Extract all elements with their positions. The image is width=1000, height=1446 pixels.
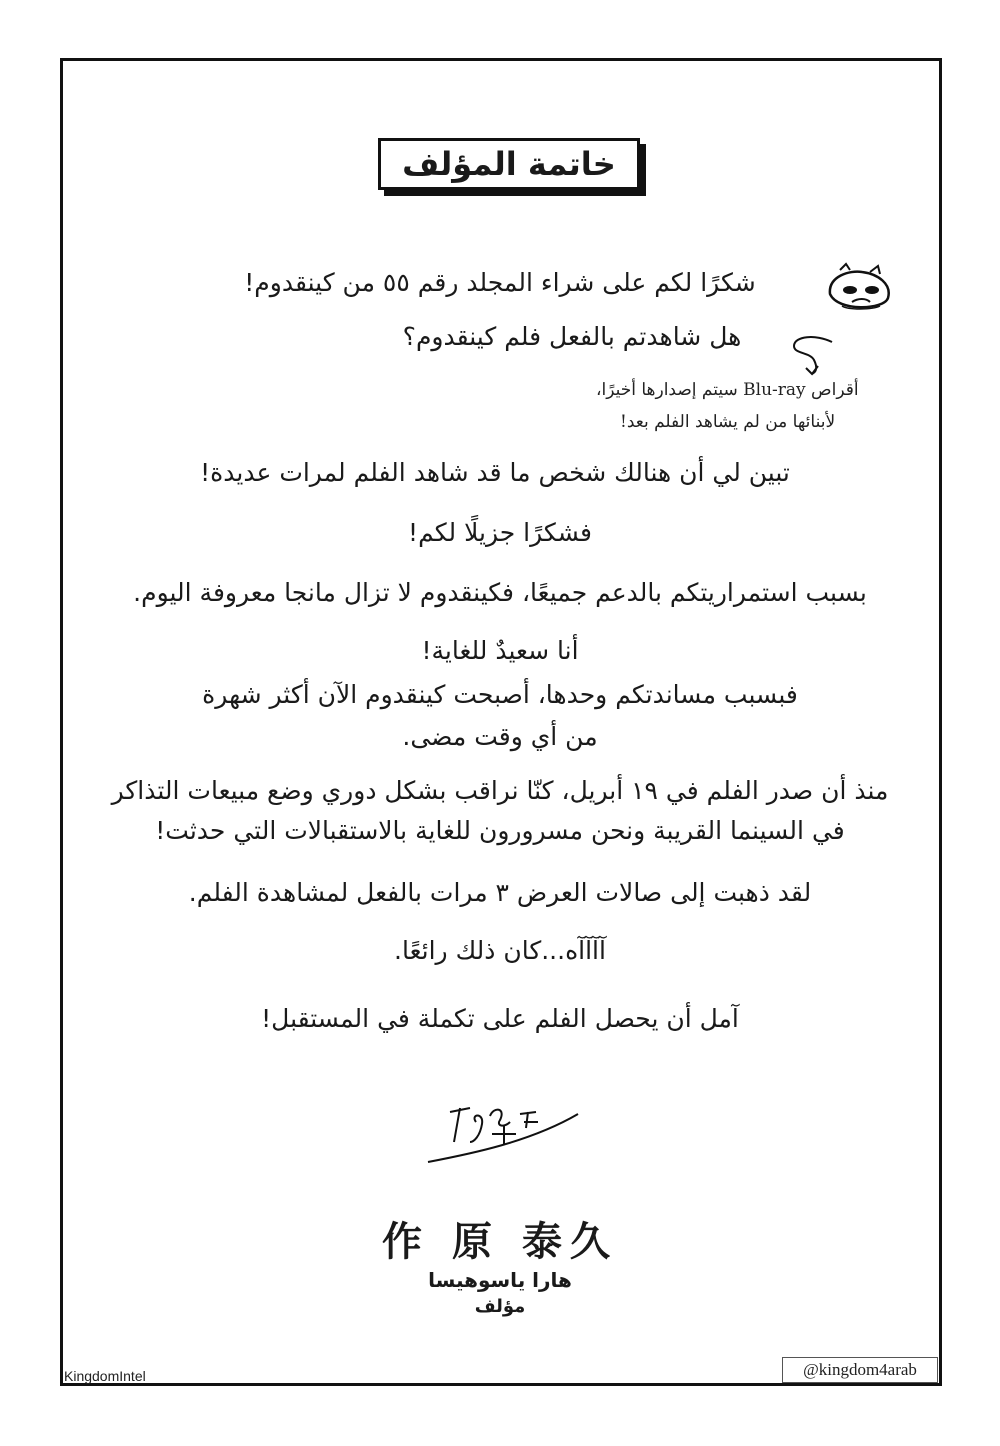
support-text: بسبب استمراريتكم بالدعم جميعًا، فكينقدوم لا تزال مانجا معروفة اليوم.: [133, 578, 867, 607]
page-title: خاتمة المؤلف: [378, 138, 640, 190]
watched-question-text: هل شاهدتم بالفعل فلم كينقدوم؟: [402, 322, 742, 351]
happy-text: أنا سعيدٌ للغاية!: [421, 636, 579, 665]
bluray-note-line2: لأبنائها من لم يشاهد الفلم بعد!: [620, 412, 836, 432]
kanji-surname: 作: [382, 1219, 431, 1265]
watched-many-text: تبين لي أن هنالك شخص ما قد شاهد الفلم لمرات عديدة!: [200, 458, 790, 487]
thanks-much-text: فشكرًا جزيلًا لكم!: [408, 518, 592, 547]
author-role: مؤلف: [474, 1296, 526, 1317]
release-text-1: منذ أن صدر الفلم في ١٩ أبريل، كنّا نراقب بشكل دوري وضع مبيعات التذاكر: [111, 776, 889, 805]
famous-text-2: من أي وقت مضى.: [402, 722, 598, 751]
mascot-face-icon: [822, 258, 896, 314]
kanji-given: 原 泰久: [452, 1219, 618, 1265]
went-cinema-text: لقد ذهبت إلى صالات العرض ٣ مرات بالفعل لمشاهدة الفلم.: [188, 878, 812, 907]
thanks-volume-text: شكرًا لكم على شراء المجلد رقم ٥٥ من كينقدوم!: [244, 268, 756, 297]
curved-arrow-icon: [776, 332, 836, 376]
credit-kingdom4arab: @kingdom4arab: [782, 1357, 938, 1383]
author-name-kanji: [380, 1210, 620, 1267]
amazing-text: آآآآه...كان ذلك رائعًا.: [394, 936, 606, 965]
release-text-2: في السينما القريبة ونحن مسرورون للغاية بالاستقبالات التي حدثت!: [155, 816, 845, 845]
author-name-arabic: هارا ياسوهيسا: [428, 1268, 572, 1292]
famous-text-1: فبسبب مساندتكم وحدها، أصبحت كينقدوم الآن أكثر شهرة: [202, 680, 798, 709]
author-signature: [420, 1092, 585, 1174]
bluray-note-line1: أقراص Blu-ray سيتم إصدارها أخيرًا،: [596, 380, 859, 400]
credit-kingdomintel: KingdomIntel: [64, 1368, 146, 1384]
sequel-text: آمل أن يحصل الفلم على تكملة في المستقبل!: [261, 1004, 739, 1033]
